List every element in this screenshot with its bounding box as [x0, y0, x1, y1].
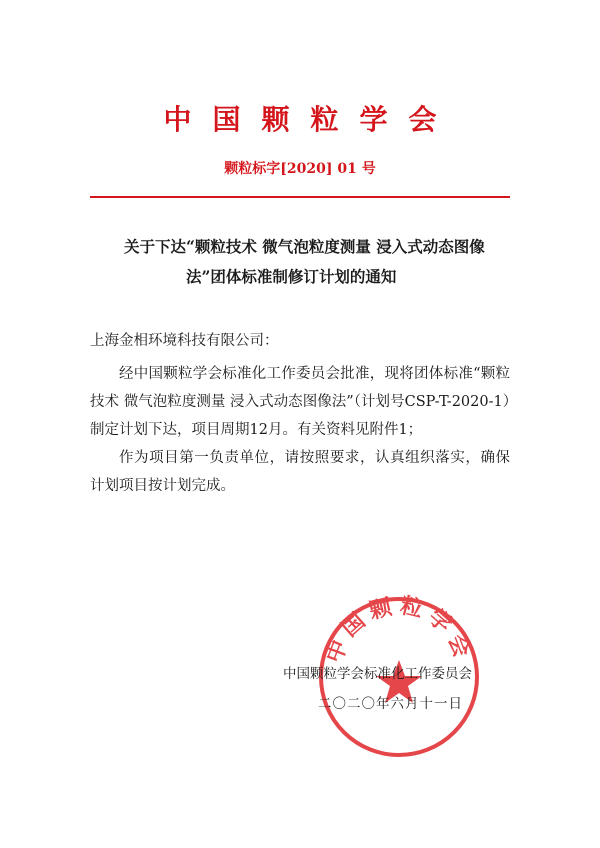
body-text: [90, 360, 510, 500]
signature-date: 二〇二〇年六月十一日: [318, 696, 463, 712]
document-number: 颗粒标字[2020] 01 号: [224, 161, 376, 177]
title-line-2: 法”团体标准制修订计划的通知: [186, 267, 397, 286]
body-paragraph-1: 经中国颗粒学会标准化工作委员会批准，现将团体标准“颗粒技术 微气泡粒度测量 浸入式动态图像法”（计划号CSP-T-2020-1）制定计划下达，项目周期12月。有关资料见附件1；: [90, 366, 510, 438]
svg-text:中国颗粒学会: [321, 592, 477, 666]
addressee: 上海金相环境科技有限公司：: [90, 333, 279, 349]
body-paragraph-2: 作为项目第一负责单位，请按照要求，认真组织落实，确保计划项目按计划完成。: [90, 450, 510, 494]
signature-committee: 中国颗粒学会标准化工作委员会: [283, 666, 472, 682]
document-title: [112, 232, 522, 292]
seal-text: 中国颗粒学会: [321, 592, 477, 667]
title-line-1: 关于下达“颗粒技术 微气泡粒度测量 浸入式动态图像: [124, 237, 485, 256]
header-red-rule: [90, 196, 510, 198]
document-header-title: 中国颗粒学会: [163, 103, 458, 136]
